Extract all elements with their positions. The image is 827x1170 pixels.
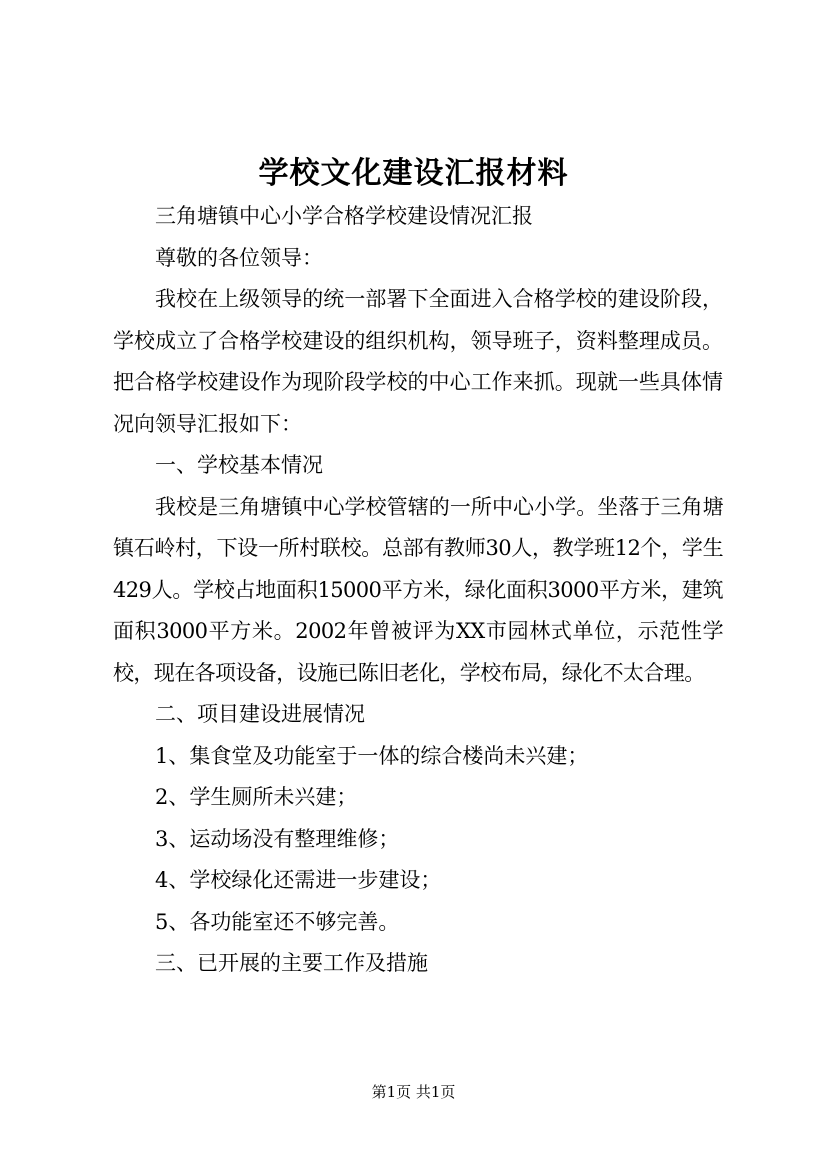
salutation: 尊敬的各位领导： [155,245,323,270]
report-subtitle: 三角塘镇中心小学合格学校建设情况汇报 [155,204,533,228]
list-item: 2、学生厕所未兴建； [155,785,358,809]
list-item: 4、学校绿化还需进一步建设； [155,868,442,892]
document-body [113,196,723,985]
page-footer: 第1页 共1页 [371,1083,456,1101]
list-item: 1、集食堂及功能室于一体的综合楼尚未兴建； [155,743,589,768]
list-item: 5、各功能室还不够完善。 [155,909,400,934]
document-title: 学校文化建设汇报材料 [258,156,569,191]
intro-paragraph: 我校在上级领导的统一部署下全面进入合格学校的建设阶段，学校成立了合格学校建设的组织机构，领导班子，资料整理成员。把合格学校建设作为现阶段学校的中心工作来抓。现就一些具体情况向领导汇报如下： [113,287,723,436]
section-heading-1: 一、学校基本情况 [155,453,323,477]
basic-info-paragraph: 我校是三角塘镇中心学校管辖的一所中心小学。坐落于三角塘镇石岭村，下设一所村联校。总部有教师30人，教学班12个，学生429人。学校占地面积15000平方米，绿化面积3000平方米，建筑面积3000平方米。2002年曾被评为XX市园林式单位，示范性学校，现在各项设备，设施已陈旧老化，学校布局，绿化不太合理。 [113,494,723,685]
list-item: 3、运动场没有整理维修； [155,826,400,851]
section-heading-2: 二、项目建设进展情况 [155,702,365,726]
section-heading-3: 三、已开展的主要工作及措施 [155,951,428,975]
